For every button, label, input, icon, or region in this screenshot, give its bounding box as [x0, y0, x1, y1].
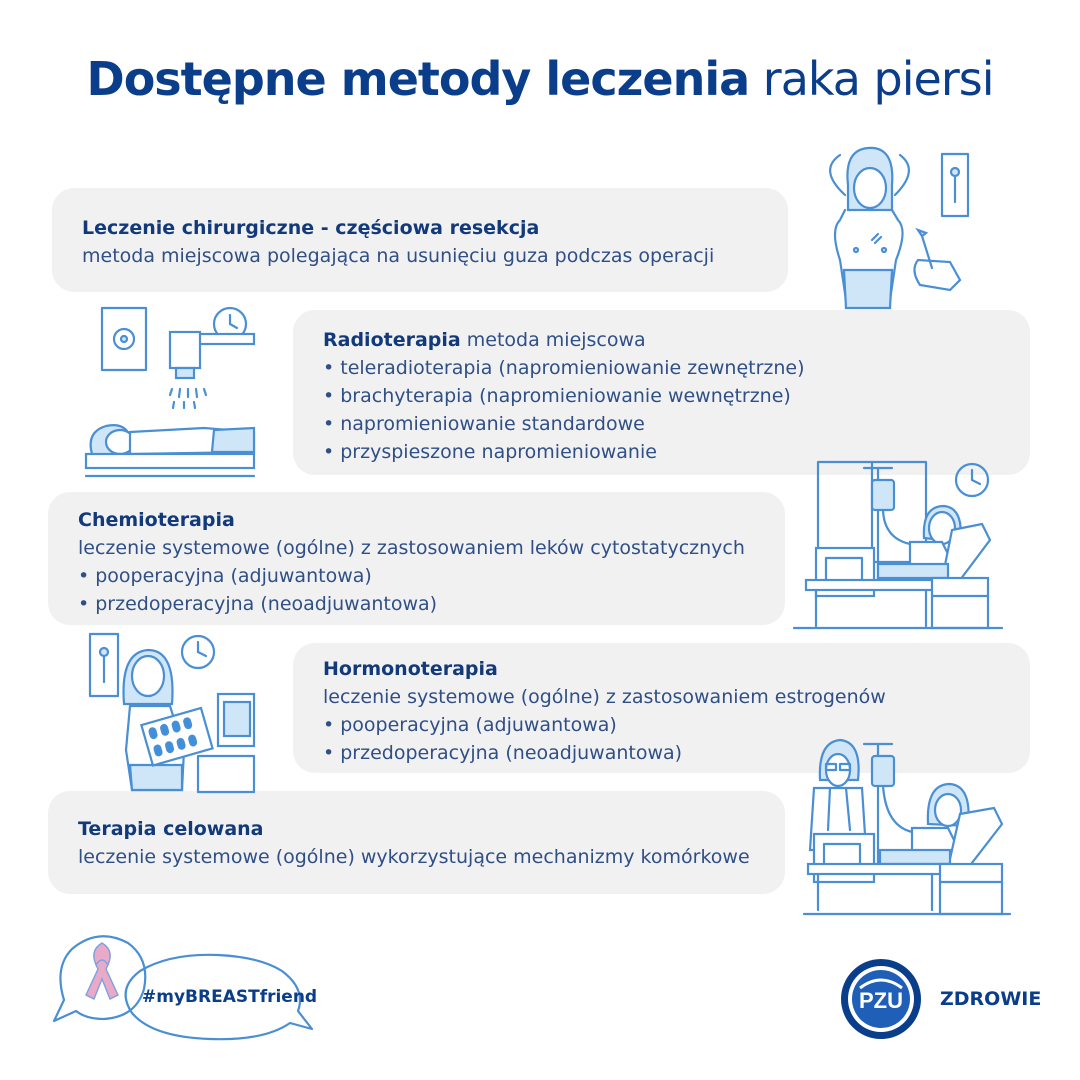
brand-name: ZDROWIE	[940, 988, 1042, 1010]
surgery-illustration	[800, 140, 980, 310]
card-chemotherapy-desc: leczenie systemowe (ogólne) z zastosowaniem leków cytostatycznych	[78, 537, 745, 559]
logo-letters: PZU	[859, 988, 903, 1013]
card-radiotherapy	[293, 310, 1030, 475]
card-surgery-desc: metoda miejscowa polegająca na usunięciu guza podczas operacji	[82, 245, 715, 267]
card-chemotherapy-title: Chemioterapia	[78, 509, 235, 531]
card-chemotherapy	[48, 492, 785, 625]
page-title	[0, 52, 1080, 106]
targeted-therapy-illustration	[800, 730, 1020, 920]
list-item: • brachyterapia (napromieniowanie wewnętrzne)	[323, 382, 1000, 410]
list-item: • pooperacyjna (adjuwantowa)	[323, 711, 1000, 739]
card-radiotherapy-list	[323, 354, 1000, 466]
card-targeted-title: Terapia celowana	[78, 818, 264, 840]
pink-ribbon-icon	[86, 943, 118, 999]
radiotherapy-illustration	[84, 304, 259, 482]
title-light: raka piersi	[762, 52, 994, 106]
title-bold: Dostępne metody leczenia	[86, 52, 750, 106]
card-surgery	[52, 188, 788, 292]
card-hormonotherapy-title: Hormonoterapia	[323, 658, 498, 680]
list-item: • przyspieszone napromieniowanie	[323, 438, 1000, 466]
pzu-logo-icon	[840, 958, 922, 1040]
card-hormonotherapy-desc: leczenie systemowe (ogólne) z zastosowaniem estrogenów	[323, 686, 886, 708]
list-item: • napromieniowanie standardowe	[323, 410, 1000, 438]
hashtag-bubbles	[50, 925, 320, 1045]
card-targeted-desc: leczenie systemowe (ogólne) wykorzystujące mechanizmy komórkowe	[78, 846, 750, 868]
hashtag-text: #myBREASTfriend	[142, 987, 318, 1007]
card-targeted-therapy	[48, 791, 785, 894]
card-surgery-title: Leczenie chirurgiczne - częściowa resekcja	[82, 217, 540, 239]
list-item: • teleradioterapia (napromieniowanie zewnętrzne)	[323, 354, 1000, 382]
list-item: • pooperacyjna (adjuwantowa)	[78, 562, 755, 590]
hormonotherapy-illustration	[86, 630, 256, 795]
chemotherapy-illustration	[792, 458, 1012, 633]
card-radiotherapy-heading	[323, 326, 1000, 354]
list-item: • przedoperacyjna (neoadjuwantowa)	[323, 739, 1000, 767]
card-radiotherapy-title: Radioterapia	[323, 329, 461, 351]
card-radiotherapy-suffix: metoda miejscowa	[466, 329, 646, 351]
card-chemotherapy-list	[78, 562, 755, 618]
list-item: • przedoperacyjna (neoadjuwantowa)	[78, 590, 755, 618]
